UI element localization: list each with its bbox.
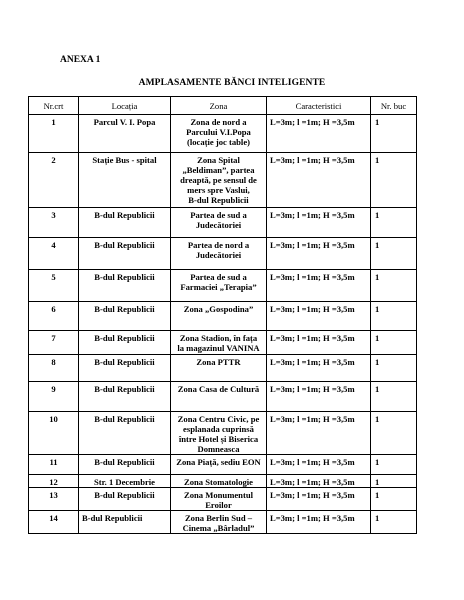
zone-line: Zona PTTR [196,357,241,367]
zone-line: Zona Centru Civic, pe [177,414,260,424]
zone-line: Domneasca [197,444,240,454]
row-number: 8 [29,355,79,382]
row-characteristics: L=3m; l =1m; H =3,5m [267,153,371,208]
table-row [29,488,417,511]
zone-line: (locație joc table) [187,137,250,147]
header-characteristics: Caracteristici [267,97,371,115]
table-row [29,238,417,270]
zone-line: dreaptă, pe sensul de [180,175,257,185]
row-location: Str. 1 Decembrie [79,475,171,488]
row-location: B-dul Republicii [79,488,171,511]
document-title: AMPLASAMENTE BĂNCI INTELIGENTE [138,78,326,88]
row-number: 5 [29,270,79,302]
row-count: 1 [371,208,417,238]
row-zone [171,355,267,382]
row-zone [171,412,267,455]
row-count: 1 [371,488,417,511]
row-count: 1 [371,355,417,382]
zone-line: Eroilor [205,500,232,510]
row-location: B-dul Republicii [79,412,171,455]
row-location: Stație Bus - spital [79,153,171,208]
row-characteristics: L=3m; l =1m; H =3,5m [267,511,371,534]
table-row [29,208,417,238]
zone-line: Zona Monumentul [183,490,253,500]
row-count: 1 [371,153,417,208]
table-row [29,153,417,208]
row-characteristics: L=3m; l =1m; H =3,5m [267,382,371,412]
row-zone [171,455,267,475]
row-count: 1 [371,455,417,475]
row-location: B-dul Republicii [79,270,171,302]
row-number: 10 [29,412,79,455]
row-location: B-dul Republicii [79,302,171,331]
row-zone [171,488,267,511]
zone-line: Zona „Gospodina” [183,304,254,314]
row-number: 2 [29,153,79,208]
row-characteristics: L=3m; l =1m; H =3,5m [267,455,371,475]
zone-line: la magazinul VANINA [177,343,260,353]
zone-line: Farmaciei „Terapia” [180,282,257,292]
zone-line: esplanada cuprinsă [183,424,254,434]
row-number: 11 [29,455,79,475]
row-number: 1 [29,115,79,153]
table-row [29,355,417,382]
row-zone [171,270,267,302]
table-row [29,115,417,153]
header-location: Locația [79,97,171,115]
row-zone [171,302,267,331]
row-number: 9 [29,382,79,412]
zone-line: mers spre Vaslui, [187,185,250,195]
row-location: B-dul Republicii [79,511,171,534]
zone-line: Judecătoriei [195,250,242,260]
row-zone [171,238,267,270]
row-characteristics: L=3m; l =1m; H =3,5m [267,412,371,455]
table-row [29,455,417,475]
row-number: 6 [29,302,79,331]
zone-line: între Hotel și Biserica [178,434,259,444]
table-row [29,511,417,534]
row-zone [171,331,267,355]
table-row [29,412,417,455]
header-count: Nr. buc [371,97,417,115]
row-number: 4 [29,238,79,270]
row-zone [171,511,267,534]
row-location: B-dul Republicii [79,331,171,355]
zone-line: Partea de nord a [187,240,250,250]
row-characteristics: L=3m; l =1m; H =3,5m [267,238,371,270]
row-count: 1 [371,382,417,412]
row-number: 14 [29,511,79,534]
row-number: 13 [29,488,79,511]
table-row [29,382,417,412]
zone-line: Zona Stadion, în fața [179,333,258,343]
row-count: 1 [371,511,417,534]
row-zone [171,208,267,238]
row-count: 1 [371,412,417,455]
row-number: 3 [29,208,79,238]
row-count: 1 [371,115,417,153]
table-row [29,270,417,302]
zone-line: Zona Piață, sediu EON [176,457,261,467]
zone-line: Zona de nord a [190,117,247,127]
zone-line: Zona Casa de Cultură [177,384,260,394]
row-characteristics: L=3m; l =1m; H =3,5m [267,331,371,355]
row-count: 1 [371,302,417,331]
zone-line: „Beldiman”, partea [182,165,255,175]
table-body [29,115,417,534]
row-count: 1 [371,270,417,302]
row-characteristics: L=3m; l =1m; H =3,5m [267,302,371,331]
header-zone: Zona [171,97,267,115]
row-characteristics: L=3m; l =1m; H =3,5m [267,208,371,238]
zone-line: Zona Stomatologie [184,477,253,487]
row-count: 1 [371,331,417,355]
table-header-row [29,97,417,115]
row-location: B-dul Republicii [79,238,171,270]
table-row [29,302,417,331]
row-characteristics: L=3m; l =1m; H =3,5m [267,355,371,382]
zone-line: Parcului V.I.Popa [186,127,251,137]
zone-line: Judecătoriei [195,220,242,230]
row-location: B-dul Republicii [79,355,171,382]
row-characteristics: L=3m; l =1m; H =3,5m [267,270,371,302]
zone-line: Partea de sud a [190,210,247,220]
zone-line: Zona Spital [197,155,240,165]
header-nr: Nr.crt [29,97,79,115]
row-zone [171,382,267,412]
row-number: 12 [29,475,79,488]
zone-line: Cinema „Bârladul” [182,523,255,533]
row-zone [171,115,267,153]
zone-line: B-dul Republicii [188,195,249,205]
annex-label: ANEXA 1 [60,55,101,65]
row-location: B-dul Republicii [79,382,171,412]
row-count: 1 [371,238,417,270]
zone-line: Partea de sud a [190,272,247,282]
row-location: B-dul Republicii [79,208,171,238]
zone-line: Zona Berlin Sud – [184,513,253,523]
row-location: B-dul Republicii [79,455,171,475]
table-row [29,475,417,488]
row-count: 1 [371,475,417,488]
row-characteristics: L=3m; l =1m; H =3,5m [267,115,371,153]
row-location: Parcul V. I. Popa [79,115,171,153]
row-characteristics: L=3m; l =1m; H =3,5m [267,475,371,488]
table-row [29,331,417,355]
row-zone [171,153,267,208]
benches-table [28,96,417,534]
row-number: 7 [29,331,79,355]
row-zone [171,475,267,488]
row-characteristics: L=3m; l =1m; H =3,5m [267,488,371,511]
